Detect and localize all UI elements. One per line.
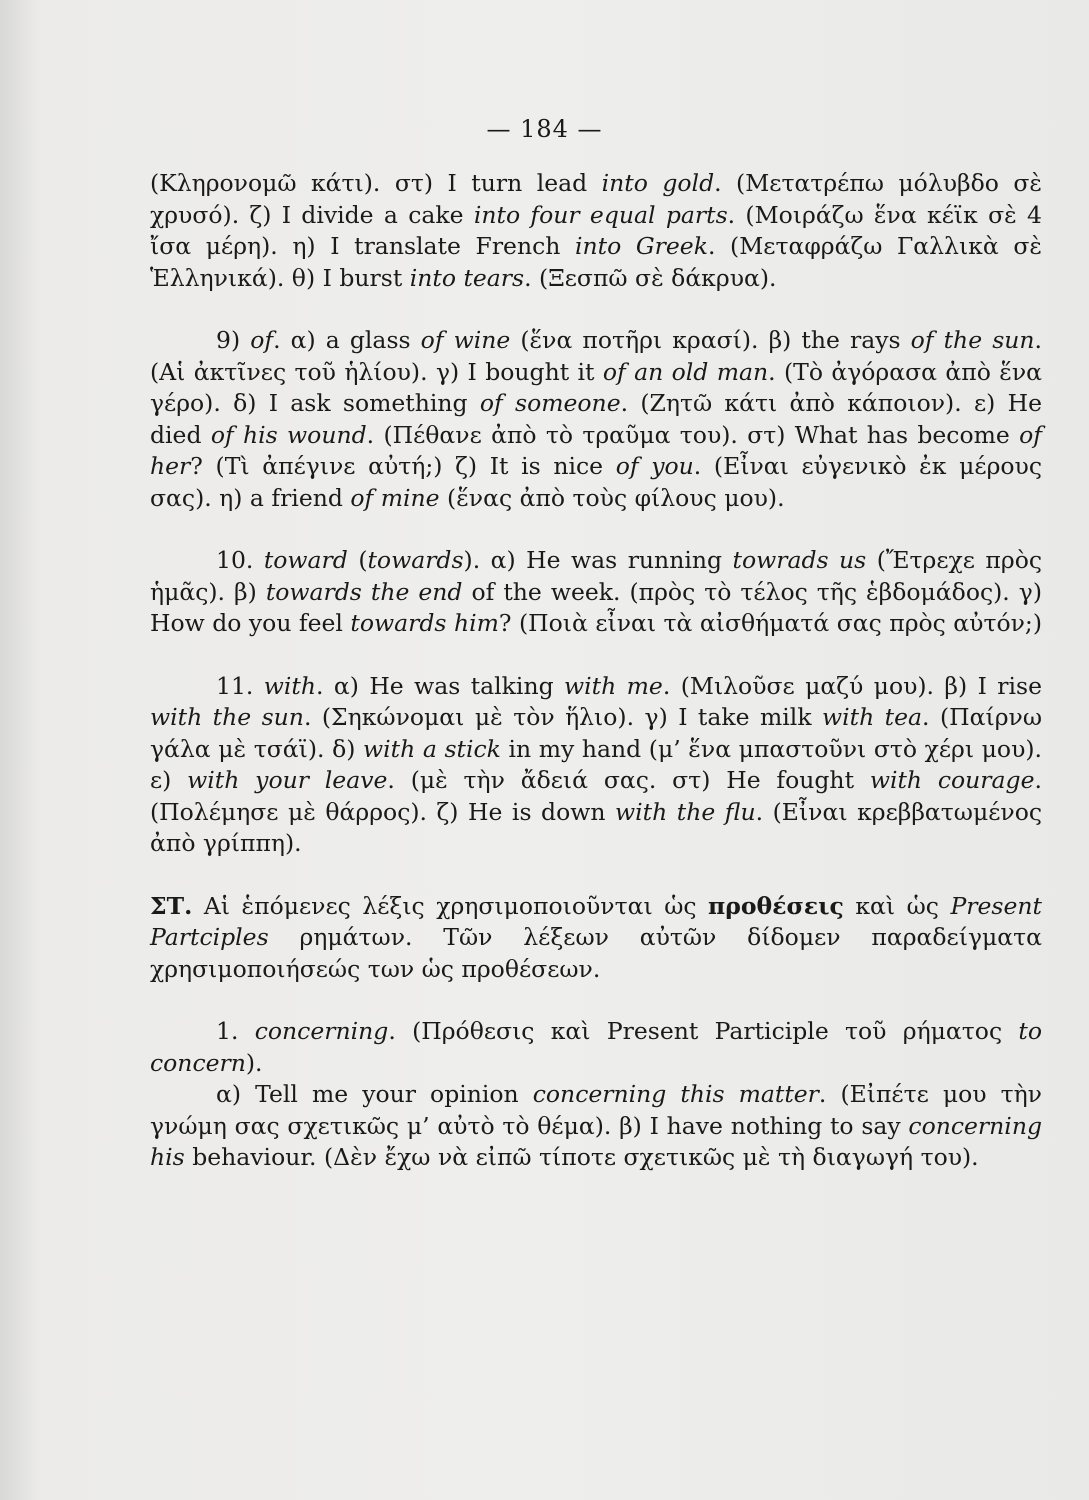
section-heading: ΣΤ.: [150, 891, 193, 920]
section-st-intro: ΣΤ. Αἱ ἑπόμενες λέξις χρησιμοποιοῦνται ὡς προθέσεις καὶ ὡς Present Partciples ρημάτων. Τῶν λέξεων αὐτῶν δίδομεν παραδείγματα χρησιμοποιήσεώς των ὡς προθέσεων.: [150, 891, 1042, 983]
paragraph-of: 9) of. α) a glass of wine (ἕνα ποτῆρι κρασί). β) the rays of the sun. (Αἱ ἀκτῖνες τοῦ ἡλίου). γ) I bought it of an old man. (Τὸ ἀγόρασα ἀπὸ ἕνα γέρο). δ) I ask something of someone. (Ζητῶ κάτι ἀπὸ κάποιον). ε) He died of his wound. (Πέθανε ἀπὸ τὸ τραῦμα του). στ) What has become of her? (Τὶ ἀπέγινε αὐτή;) ζ) It is nice of you. (Εἶναι εὐγενικὸ ἐκ μέρους σας). η) a friend of mine (ἕνας ἀπὸ τοὺς φίλους μου).: [150, 326, 1043, 512]
page-body: [150, 168, 1042, 1174]
paragraph-concerning-examples: α) Tell me your opinion concerning this matter. (Εἰπέτε μου τὴν γνώμη σας σχετικῶς μ’ αὐτὸ τὸ θέμα). β) I have nothing to say concerning his behaviour. (Δὲν ἔχω νὰ εἰπῶ τίποτε σχετικῶς μὲ τὴ διαγωγή του).: [150, 1080, 1042, 1171]
paragraph-toward: 10. toward (towards). α) He was running towrads us (Ἔτρεχε πρὸς ἡμᾶς). β) towards the end of the week. (πρὸς τὸ τέλος τῆς ἑβδομάδος). γ) How do you feel towards him? (Ποιὰ εἶναι τὰ αἰσθήματά σας πρὸς αὐτόν;): [150, 546, 1042, 637]
paragraph-into-examples: (Κληρονομῶ κάτι). στ) I turn lead into gold. (Μετατρέπω μόλυβδο σὲ χρυσό). ζ) I divide a cake into four equal parts. (Μοιράζω ἕνα κέϊκ σὲ 4 ἴσα μέρη). η) I translate French into Greek. (Μεταφράζω Γαλλικὰ σὲ Ἑλληνικά). θ) I burst into tears. (Ξεσπῶ σὲ δάκρυα).: [150, 169, 1042, 292]
paragraph-concerning-heading: 1. concerning. (Πρόθεσις καὶ Present Participle τοῦ ρήματος to concern).: [150, 1017, 1042, 1077]
paragraph-with: 11. with. α) He was talking with me. (Μιλοῦσε μαζύ μου). β) I rise with the sun. (Σηκώνομαι μὲ τὸν ἥλιο). γ) I take milk with tea. (Παίρνω γάλα μὲ τσάϊ). δ) with a stick in my hand (μ’ ἕνα μπαστοῦνι στὸ χέρι μου). ε) with your leave. (μὲ τὴν ἄδειά σας. στ) He fought with courage. (Πολέμησε μὲ θάρρος). ζ) He is down with the flu. (Εἶναι κρεββατωμένος ἀπὸ γρίππη).: [150, 671, 1043, 857]
page-number: — 184 —: [486, 115, 603, 143]
